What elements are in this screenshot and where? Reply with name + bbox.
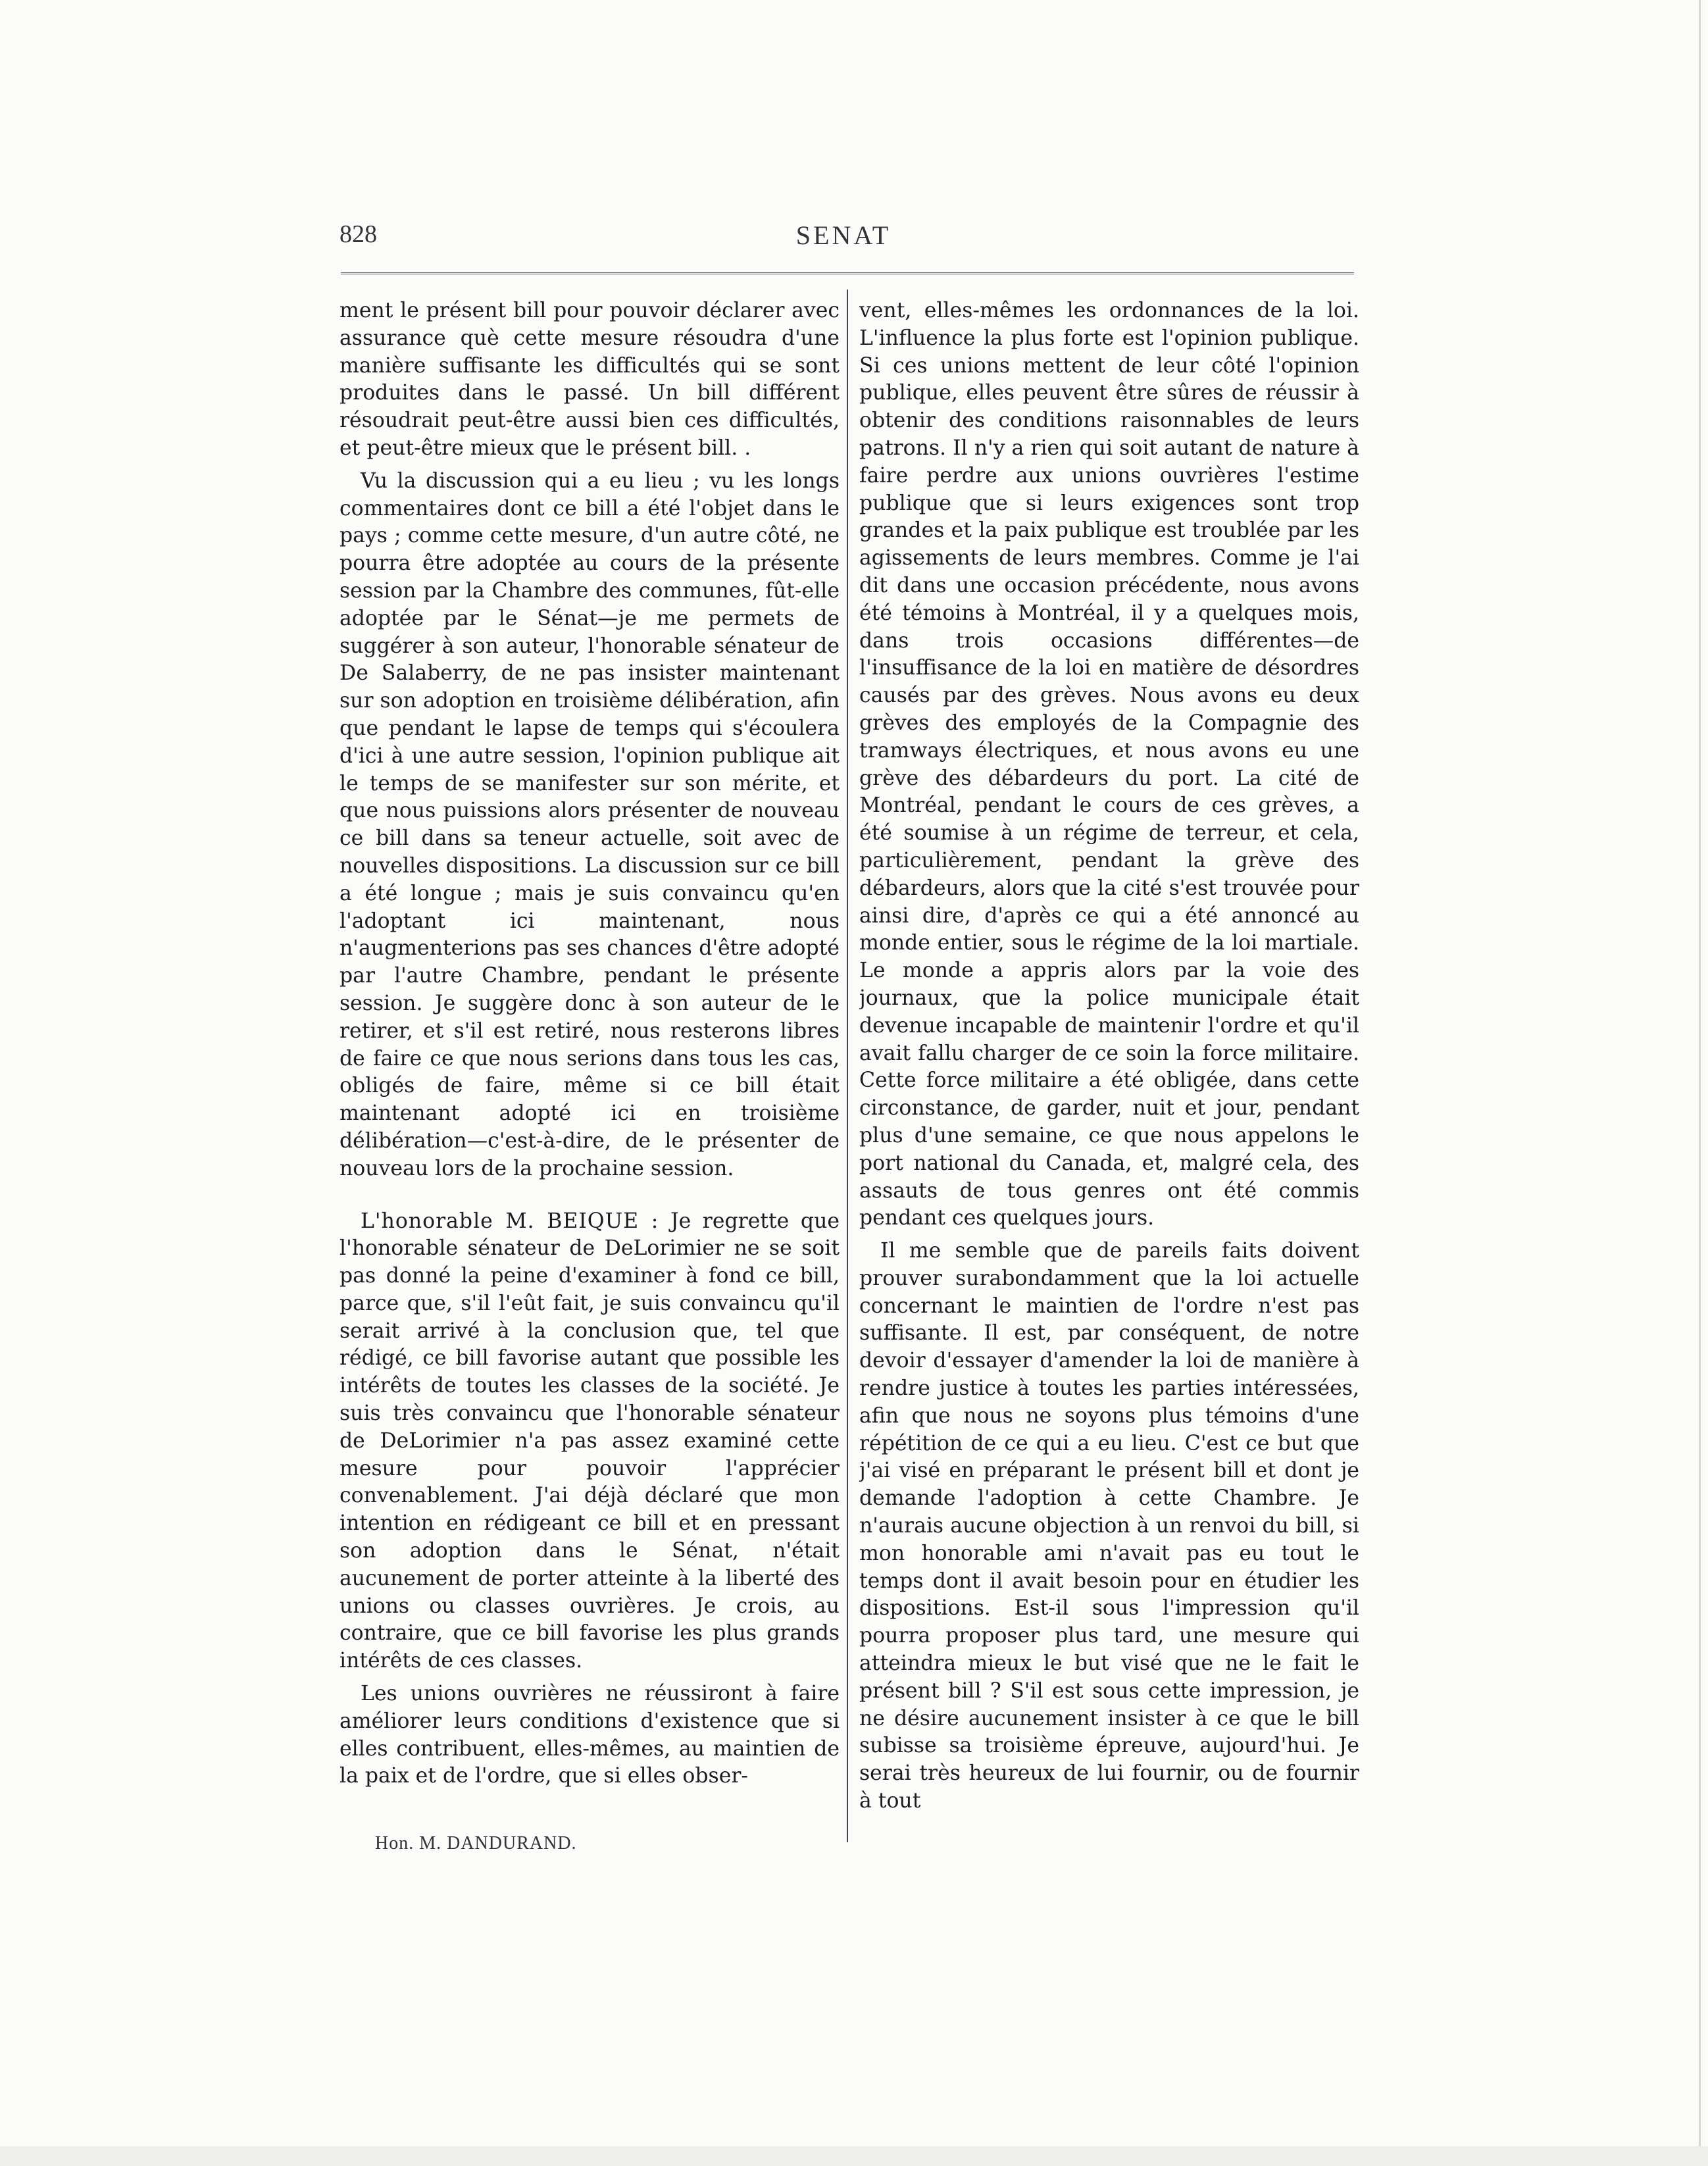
scan-edge	[1699, 0, 1701, 2166]
header-rule	[341, 272, 1354, 274]
paragraph: ment le présent bill pour pouvoir déclarer avec assurance què cette mesure résoudra d'une manière suffisante les difficultés qui se sont produites dans le passé. Un bill différent résoudrait peut-être aussi bien ces difficultés, et peut-être mieux que le présent bill. .	[339, 299, 840, 460]
paragraph: Vu la discussion qui a eu lieu ; vu les longs commentaires dont ce bill a été l'objet dans le pays ; comme cette mesure, d'un autre côté, ne pourra être adoptée au cours de la présente session par la Chambre des communes, fût-elle adoptée par le Sénat—je me permets de suggérer à son auteur, l'honorable sénateur de De Salaberry, de ne pas insister maintenant sur son adoption en troisième délibération, afin que pendant le lapse de temps qui s'écoulera d'ici à une autre session, l'opinion publique ait le temps de se manifester sur son mérite, et que nous puissions alors présenter de nouveau ce bill dans sa teneur actuelle, soit avec de nouvelles dispositions. La discussion sur ce bill a été longue ; mais je suis convaincu qu'en l'adoptant ici maintenant, nous n'augmenterions pas ses chances d'être adopté par l'autre Chambre, pendant le présente session. Je suggère donc à son auteur de le retirer, et s'il est retiré, nous resterons libres de faire ce que nous serions dans tous les cas, obligés de faire, même si ce bill était maintenant adopté ici en troisième délibération—c'est-à-dire, de le présenter de nouveau lors de la prochaine session.	[339, 468, 840, 1180]
page-header	[337, 217, 1350, 257]
speaker-name: L'honorable M. BEIQUE :	[361, 1209, 659, 1233]
paragraph: vent, elles-mêmes les ordonnances de la loi. L'influence la plus forte est l'opinion publique. Si ces unions mettent de leur côté l'opinion publique, elles peuvent être sûres de réussir à obtenir des conditions raisonnables de leurs patrons. Il n'y a rien qui soit autant de nature à faire perdre aux unions ouvrières l'estime publique que si leurs exigences sont trop grandes et la paix publique est troublée par les agissements de leurs membres. Comme je l'ai dit dans une occasion précédente, nous avons été témoins à Montréal, il y a quelques mois, dans trois occasions différentes—de l'insuffisance de la loi en matière de désordres causés par des grèves. Nous avons eu deux grèves des employés de la Compagnie des tramways électriques, et nous avons eu une grève des débardeurs du port. La cité de Montréal, pendant le cours de ces grèves, a été soumise à un régime de terreur, et cela, particulièrement, pendant la grève des débardeurs, alors que la cité s'est trouvée pour ainsi dire, d'après ce qui a été annoncé au monde entier, sous le régime de la loi martiale. Le monde a appris alors par la voie des journaux, que la police municipale était devenue incapable de maintenir l'ordre et qu'il avait fallu charger de ce soin la force militaire. Cette force militaire a été obligée, dans cette circonstance, de garder, nuit et jour, pendant plus d'une semaine, ce que nous appelons le port national du Canada, et, malgré cela, des assauts de tous genres ont été commis pendant ces quelques jours.	[859, 299, 1359, 1230]
scan-bottom-shade	[0, 2146, 1708, 2166]
speech-text: Je regrette que l'honorable sénateur de DeLorimier ne se soit pas donné la peine d'examiner à fond ce bill, parce que, s'il l'eût fait, je suis convaincu qu'il serait arrivé à la conclusion que, tel que rédigé, ce bill favorise autant que possible les intérêts de toutes les classes de la société. Je suis très convaincu que l'honorable sénateur de DeLorimier n'a pas assez examiné cette mesure pour pouvoir l'apprécier convenablement. J'ai déjà déclaré que mon intention en rédigeant ce bill et en pressant son adoption dans le Sénat, n'était aucunement de porter atteinte à la liberté des unions ou classes ouvrières. Je crois, au contraire, que ce bill favorise les plus grands intérêts de ces classes.	[339, 1209, 840, 1673]
column-divider	[847, 290, 848, 1842]
right-column	[859, 297, 1359, 1844]
paragraph: Il me semble que de pareils faits doivent prouver surabondamment que la loi actuelle concernant le maintien de l'ordre n'est pas suffisante. Il est, par conséquent, de notre devoir d'essayer d'amender la loi de manière à rendre justice à toutes les parties intéressées, afin que nous ne soyons plus témoins d'une répétition de ce qui a eu lieu. C'est ce but que j'ai visé en préparant le présent bill et dont je demande l'adoption à cette Chambre. Je n'aurais aucune objection à un renvoi du bill, si mon honorable ami n'avait pas eu tout le temps dont il avait besoin pour en étudier les dispositions. Est-il sous l'impression qu'il pourra proposer plus tard, une mesure qui atteindra mieux le but visé que ne le fait le présent bill ? S'il est sous cette impression, je ne désire aucunement insister à ce que le bill subisse sa troisième épreuve, aujourd'hui. Je serai très heureux de lui fournir, ou de fournir à tout	[859, 1239, 1359, 1813]
left-column	[339, 297, 840, 1844]
running-title: SENAT	[795, 220, 892, 250]
page-number: 828	[339, 220, 377, 248]
paragraph: Les unions ouvrières ne réussiront à faire améliorer leurs conditions d'existence que si elles contribuent, elles-mêmes, au maintien de la paix et de l'ordre, que si elles obser-	[339, 1682, 840, 1788]
footer-speaker-name: Hon. M. DANDURAND.	[375, 1833, 577, 1853]
speech-paragraph	[339, 1208, 840, 1676]
